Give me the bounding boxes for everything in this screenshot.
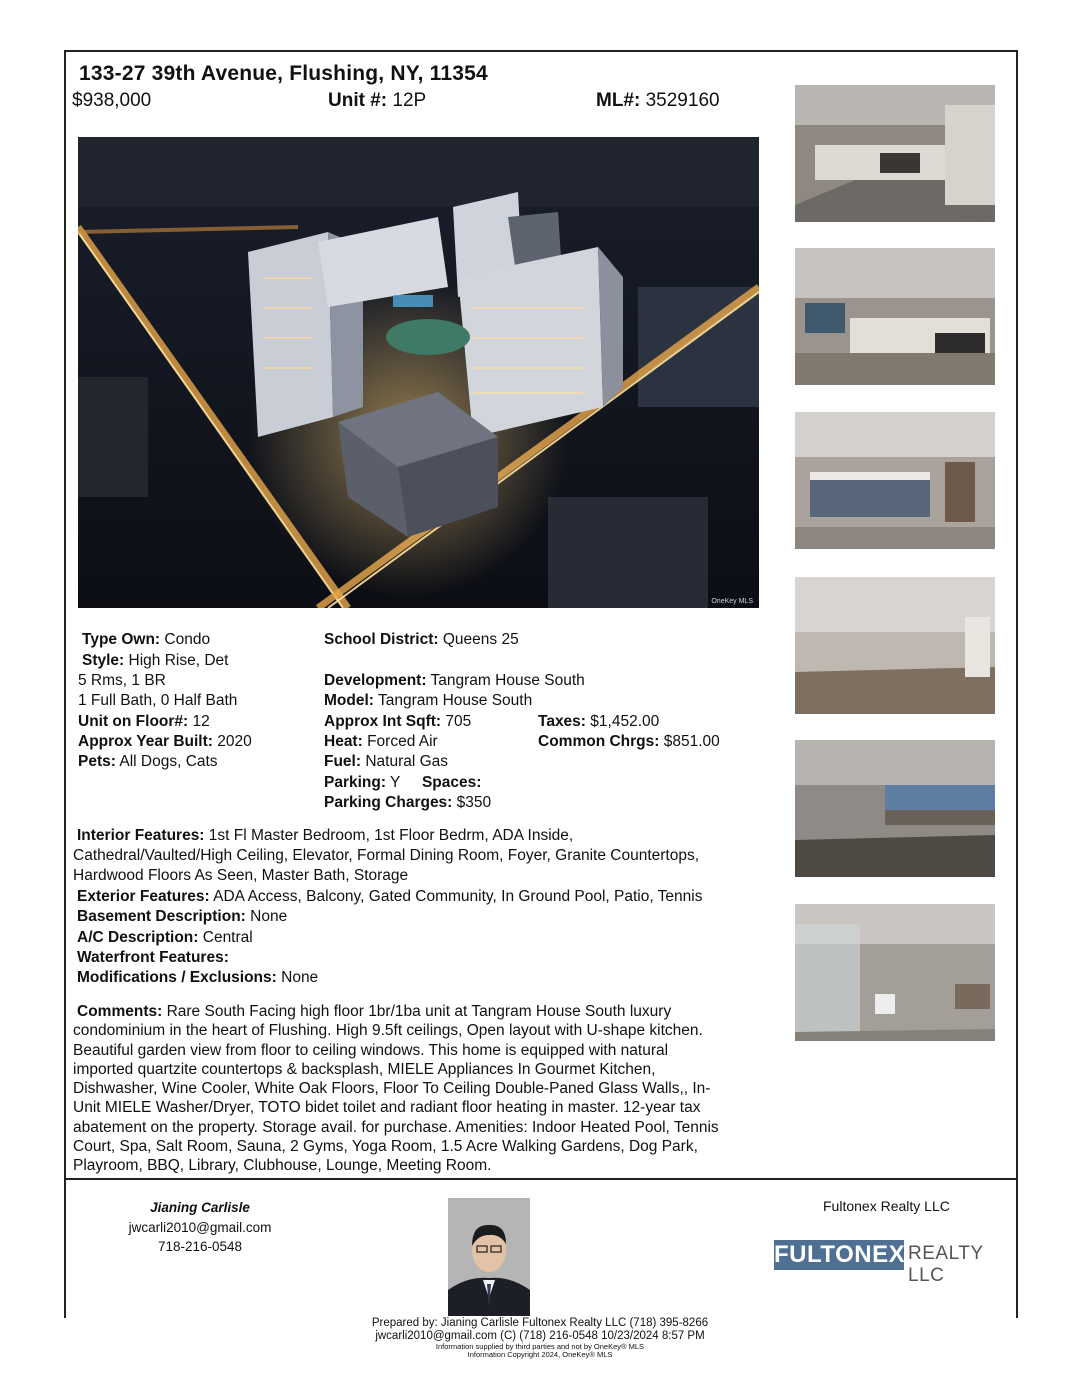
listing-price: $938,000: [72, 90, 152, 111]
development: Development: Tangram House South: [324, 672, 585, 689]
interior-features: Interior Features: 1st Fl Master Bedroom, 1st Floor Bedrm, ADA Inside,: [77, 827, 574, 844]
basement-description: Basement Description: None: [77, 908, 288, 925]
baths: 1 Full Bath, 0 Half Bath: [78, 692, 238, 709]
thumbnail-kitchen-1: OneKey MLS: [795, 85, 995, 222]
hero-aerial-image: [78, 137, 759, 608]
listing-address: 133-27 39th Avenue, Flushing, NY, 11354: [79, 62, 488, 85]
parking-charges: Parking Charges: $350: [324, 794, 492, 811]
comments: Comments: Rare South Facing high floor 1br/1ba unit at Tangram House South luxury condominium in the heart of Flushing. High 9.5ft ceilings, Open layout with U-shape kitchen. Beautiful garden view from floor to ceiling windows. This home is equipped with natural imported quartzite countertops & backsplash, MIELE Appliances In Gourmet Kitchen, Dishwasher, Wine Cooler, White Oak Floors, Floor To Ceiling Double-Paned Glass Walls,, In- Unit MIELE Washer/Dryer, TOTO bidet toilet and radiant floor heating in master. 12-year tax abatement on the property. Storage avail. for purchase. Amenities: Indoor Heated Pool, Tennis Court, Spa, Salt Room, Sauna, 2 Gyms, Yoga Room, 1.5 Acre Walking Gardens, Dog Park, Playroom, BBQ, Library, Clubhouse, Lounge, Meeting Room.: [73, 1003, 719, 1175]
ac-description: A/C Description: Central: [77, 929, 253, 946]
hero-watermark: OneKey MLS: [711, 598, 753, 605]
spaces-label: Spaces:: [421, 774, 482, 791]
exterior-features: Exterior Features: ADA Access, Balcony, Gated Community, In Ground Pool, Patio, Tennis: [77, 888, 703, 905]
approx-sqft: Approx Int Sqft: 705: [324, 713, 472, 730]
agent-info: [120, 1198, 280, 1257]
modifications-exclusions: Modifications / Exclusions: None: [77, 969, 319, 986]
unit-number: Unit #: 12P: [328, 90, 427, 111]
agent-name: Jianing Carlisle: [150, 1200, 250, 1215]
type-own: Type Own: Condo: [82, 631, 211, 648]
unit-floor: Unit on Floor#: 12: [78, 713, 210, 730]
waterfront-features: Waterfront Features:: [77, 949, 229, 966]
thumbnail-bathroom: [795, 904, 995, 1041]
frame-top-border: [64, 50, 1018, 52]
thumbnail-bedroom-view: [795, 740, 995, 877]
school-district: School District: Queens 25: [324, 631, 519, 648]
prepared-by-footer: Prepared by: Jianing Carlisle Fultonex Realty LLC (718) 395-8266 jwcarli2010@gmail.com (C) (718) 216-0548 10/23/2024 8:57 PM Information supplied by third parties and not by OneKey® MLS Information Copyright 2024, OneKey® MLS: [371, 1317, 709, 1359]
model: Model: Tangram House South: [324, 692, 533, 709]
year-built: Approx Year Built: 2020: [78, 733, 252, 750]
thumbnail-kitchen-3: [795, 412, 995, 549]
interior-features-line2: Cathedral/Vaulted/High Ceiling, Elevator, Formal Dining Room, Foyer, Granite Countertops,: [73, 847, 700, 864]
frame-right-border: [1016, 50, 1018, 1318]
pets: Pets: All Dogs, Cats: [78, 753, 218, 770]
style: Style: High Rise, Det: [82, 652, 229, 669]
common-charges: Common Chrgs: $851.00: [538, 733, 720, 750]
agent-phone[interactable]: 718-216-0548: [157, 1239, 243, 1254]
thumbnail-living-room: [795, 577, 995, 714]
thumbnail-kitchen-2: [795, 248, 995, 385]
heat: Heat: Forced Air: [324, 733, 438, 750]
interior-features-line3: Hardwood Floors As Seen, Master Bath, Storage: [73, 867, 409, 884]
brokerage-logo: FULTONEX REALTY LLC: [774, 1241, 984, 1286]
frame-left-border: [64, 50, 66, 1318]
fuel: Fuel: Natural Gas: [324, 753, 449, 770]
brokerage-name: Fultonex Realty LLC: [823, 1198, 950, 1214]
taxes: Taxes: $1,452.00: [538, 713, 660, 730]
agent-photo: [448, 1198, 530, 1316]
parking: Parking: Y Spaces:: [324, 774, 482, 791]
section-divider: [64, 1178, 1018, 1180]
rooms: 5 Rms, 1 BR: [78, 672, 166, 689]
ml-number: ML#: 3529160: [596, 90, 720, 111]
agent-email[interactable]: jwcarli2010@gmail.com: [128, 1219, 272, 1235]
